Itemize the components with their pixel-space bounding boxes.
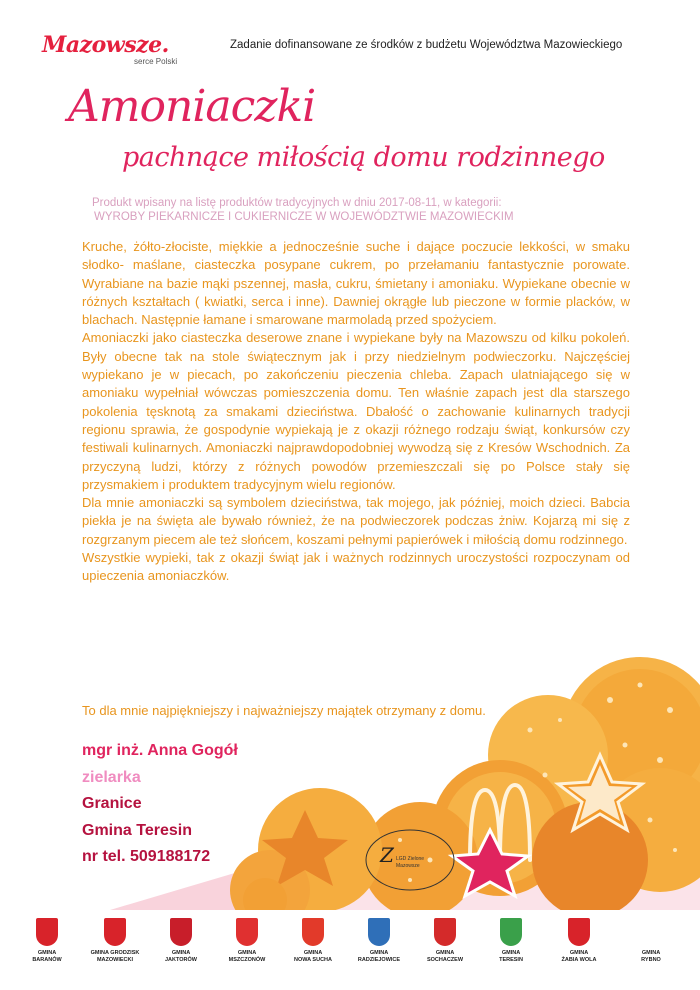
registry-line: Produkt wpisany na listę produktów tradycyjnych w dniu 2017-08-11, w kategorii:	[92, 197, 502, 209]
author-name: mgr inż. Anna Gogół	[82, 742, 238, 759]
author-gmina: Gmina Teresin	[82, 821, 192, 839]
funding-note: Zadanie dofinansowane ze środków z budżetu Województwa Mazowieckiego	[230, 39, 623, 51]
author-phone: nr tel. 509188172	[82, 848, 211, 865]
coats-of-arms-row	[22, 918, 682, 978]
signature-block	[82, 738, 238, 871]
logo-tagline: serce Polski	[134, 57, 178, 66]
coat-label: GMINA ŻABIA WOLA	[561, 950, 597, 963]
coat-of-arms-grodzisk	[90, 918, 140, 963]
coat-label: GMINA NOWA SUCHA	[294, 950, 332, 963]
coat-label: GMINA RADZIEJOWICE	[357, 950, 401, 963]
shield-icon	[568, 918, 590, 946]
coat-of-arms-zabia-wola	[554, 918, 604, 963]
page-title: Amoniaczki	[68, 81, 316, 132]
stamp-text: Z	[380, 843, 394, 867]
coat-of-arms-mszczonow	[222, 918, 272, 963]
coat-of-arms-rybno	[626, 918, 676, 963]
shield-icon	[302, 918, 324, 946]
description-text	[82, 238, 630, 586]
author-profession: zielarka	[82, 768, 141, 786]
page-subtitle: pachnące miłością domu rodzinnego	[122, 142, 605, 173]
coat-label: GMINA GRODZISK MAZOWIECKI	[90, 950, 140, 963]
coat-of-arms-baranow	[22, 918, 72, 963]
logo-wordmark: Mazowsze.	[42, 32, 169, 58]
shield-icon	[36, 918, 58, 946]
coat-of-arms-jaktorow	[156, 918, 206, 963]
author-place: Granice	[82, 795, 142, 812]
shield-icon	[170, 918, 192, 946]
coat-label: GMINA TERESIN	[499, 950, 523, 963]
coat-label: GMINA RYBNO	[641, 950, 661, 963]
coat-label: GMINA JAKTORÓW	[165, 950, 197, 963]
shield-icon	[104, 918, 126, 946]
header	[0, 30, 700, 70]
stamp-caption: Mazowsze	[396, 863, 420, 869]
coat-of-arms-radziejowice	[354, 918, 404, 963]
shield-icon	[434, 918, 456, 946]
coat-of-arms-nowa-sucha	[288, 918, 338, 963]
registry-category: WYROBY PIEKARNICZE I CUKIERNICZE W WOJEWÓDZTWIE MAZOWIECKIM	[94, 211, 514, 223]
shield-icon	[640, 918, 662, 946]
paragraph: Amoniaczki jako ciasteczka deserowe znane i wypiekane były na Mazowszu od kilku pokoleń. Były obecne tak na stole świątecznym jak i przy niedzielnym podwieczorku. Najczęściej wypiekano je w piecach, po zakończeniu pieczenia chleba. Zapach ulatniającego się w amoniaku wypełniał wówczas pomieszczenia domu. Ten właśnie zapach jest dla starszego pokolenia tęsknotą za smakami dzieciństwa. Dbałość o zachowanie kulinarnych tradycji regionu sprawia, że gospodynie wypiekają je z okazji różnego rodzaju świąt, konkursów czy festiwali kulinarnych. Amoniaczki najprawdopodobniej wywodzą się z Kresów Wschodnich. Za przyczyną ludzi, którzy z różnych powodów przemieszczali się po Polsce stały się przysmakiem i produktem tradycyjnym wielu regionów.	[82, 330, 630, 492]
closing-line: To dla mnie najpiękniejszy i najważniejszy majątek otrzymany z domu.	[82, 703, 486, 718]
paragraph: Kruche, żółto-złociste, miękkie a jednocześnie suche i dające poczucie lekkości, w smaku słodko- maślane, ciasteczka posypane cukrem, po przełamaniu fantastycznie porowate. Wyrabiane na bazie mąki pszennej, masła, cukru, śmietany i amoniaku. Wypiekane obecnie w różnych kształtach ( kwiatki, serca i inne). Dawniej okrągłe lub pieczone w formie placków, w blachach. Następnie łamane i smarowane marmoladą przed spożyciem.	[82, 239, 630, 328]
shield-icon	[500, 918, 522, 946]
coat-label: GMINA BARANÓW	[32, 950, 62, 963]
coat-of-arms-teresin	[486, 918, 536, 963]
coat-label: GMINA MSZCZONÓW	[228, 950, 266, 963]
stamp-caption: LGD Zielone	[396, 856, 425, 862]
paragraph: Wszystkie wypieki, tak z okazji świąt jak i ważnych rodzinnych uroczystości rozpoczynam od upieczenia amoniaczków.	[82, 550, 630, 584]
shield-icon	[368, 918, 390, 946]
coat-of-arms-sochaczew	[420, 918, 470, 963]
coat-label: GMINA SOCHACZEW	[426, 950, 464, 963]
paragraph: Dla mnie amoniaczki są symbolem dzieciństwa, tak mojego, jak później, moich dzieci. Babcia piekła je na święta ale bywało również, że na podwieczorek podczas żniw. Kojarzą mi się z rozgrzanym piecem ale też słońcem, koszami pełnymi papierówek i miłością domu rodzinnego.	[82, 495, 630, 547]
mazowsze-logo	[42, 32, 178, 66]
shield-icon	[236, 918, 258, 946]
registry-note	[92, 196, 514, 224]
